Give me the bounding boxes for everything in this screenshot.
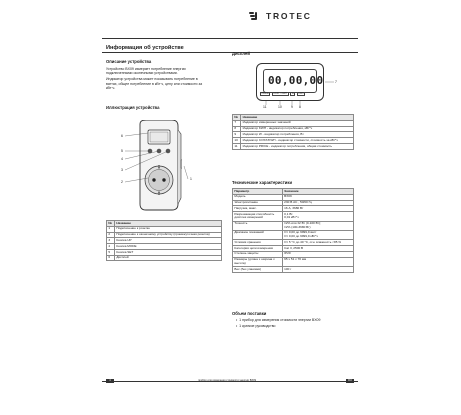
callout-label: 1 [190,177,192,181]
device-button-set [148,149,153,154]
column-header: № [107,221,115,227]
lcd-tag: COST / KWH [273,93,287,95]
table-row [233,212,354,221]
language-tag: RU [346,379,354,383]
column-header: № [233,115,241,121]
cell: Условия хранения [233,240,283,246]
scope-heading: Объем поставки [232,311,267,316]
scope-item [236,324,276,328]
cell: Модель [233,194,283,200]
cell: Индикатор KWH - индикатор потребления, кВт*ч [241,126,354,132]
cell: Кнопка MODE [114,244,221,250]
cell: 4 [107,244,115,250]
cell: BX09 [282,194,353,200]
scope-item [236,318,320,322]
cell: Индикатор PRICE - индикатор потребления, общая стоимость [241,143,354,149]
scope-item-text: 1 краткое руководство [239,324,276,328]
cell: IP20 [282,251,353,257]
bullet-icon: • [236,324,240,328]
cell: Индикатор COST/KWH - индикатор стоимости, стоимость за кВт*ч [241,138,354,144]
cell: От 0,00 до 9999,9 ватт От 0,00 до 9999,9 кВт*ч [282,230,353,239]
cell: 5 [107,249,115,255]
cell: 8 [233,126,241,132]
device-illustration [134,120,182,212]
cell: Кнопка SET [114,249,221,255]
page-number-left: 4 [106,379,114,383]
cell: 11 [233,143,241,149]
header-divider [102,38,358,39]
callout-label: 3 [121,168,123,172]
cell: Нагрузка, макс. [233,206,283,212]
cell: Подключение к оконечному устройству (промежуточная розетка) [114,232,221,238]
display-table [232,114,354,150]
cell: Подключение к розетке [114,226,221,232]
callout-label: 9 [291,105,293,109]
desc-line: ваттах, общее потребление в кВт·ч, цену или стоимости за [106,81,203,86]
callout-label: 7 [335,80,337,84]
cell: Индикатор измеренных значений [241,120,354,126]
callout-label: 2 [121,180,123,184]
desc-line: кВт·ч. [106,86,116,91]
cell: 9 [233,132,241,138]
cell: Cat II, 2500 В [282,246,353,252]
callout-label: 5 [121,149,123,153]
desc-line: Индикатор устройства может показывать потребление в [106,77,198,82]
lcd-value: 00,00,00 [268,74,324,87]
illustration-heading: Иллюстрация устройства [106,105,160,110]
callout-label: 4 [121,157,123,161]
callout-label: 6 [121,134,123,138]
lcd-diagram [256,63,324,101]
cell: Точность [233,221,283,230]
device-button-up [166,149,171,154]
footer-center: прибор для измерения стоимости энергии BX09 [198,379,257,382]
table-row [233,221,354,230]
column-header: Параметр [233,189,283,195]
cell: 6 [107,255,115,261]
desc-line: Устройство BX09 измеряет потребление энергии [106,67,186,71]
lcd-tag: PRICE [261,93,269,95]
cell: 95 х 51 х 70 мм [282,257,353,266]
desc-line: подключенными оконечными устройствами. [106,71,178,76]
cell: 2 [107,232,115,238]
brand-name: TROTEC [266,11,312,21]
column-header: Значение [282,189,353,195]
trotec-logo [249,10,312,22]
cell: 100 г [282,266,353,272]
callout-label: 8 [299,105,301,109]
manual-page [102,8,358,408]
table-row [233,266,354,272]
title-divider [102,52,358,53]
desc-heading: Описание устройства [106,59,152,64]
callout-label: 10 [278,105,282,109]
column-header: Название [114,221,221,227]
cell: 230 В AC , 50/60 Гц [282,200,353,206]
cell: 16 А, 3680 Вт [282,206,353,212]
bullet-icon: • [236,318,240,322]
lcd-tag: KWH [298,93,304,95]
cell: Кнопка UP [114,238,221,244]
cell: 1 [107,226,115,232]
cell: Вес (без упаковки) [233,266,283,272]
lcd-indicator-tags [260,92,305,96]
page-title: Информация об устройстве [106,45,184,51]
parts-table [106,220,222,261]
scope-item-text: 1 прибор для измерения стоимости энергии BX09 [239,318,321,322]
table-row [107,255,222,261]
cell: Степень защиты [233,251,283,257]
cell: Дисплей [114,255,221,261]
cell: Диапазон показаний [233,230,283,239]
cell: Электропитание [233,200,283,206]
device-button-mode [157,149,162,154]
display-heading: Дисплей [232,51,250,56]
cell: 0,1 Вт 0,01 кВт*ч [282,212,353,221]
cell: ±2% или ±2 Вт (0-100 Вт); ±2% (100-3680 Вт) [282,221,353,230]
tech-heading: Технические характеристики [232,180,293,185]
cell: 7 [233,120,241,126]
lcd-screen [263,69,324,93]
cell: Категория цепи измерения [233,246,283,252]
table-row [233,230,354,239]
cell: Разрешающая способность дисплея измерений [233,212,283,221]
tech-table [232,188,354,273]
trotec-logo-icon [249,11,263,21]
cell: 10 [233,138,241,144]
callout-label: 11 [263,105,267,109]
column-header: Название [241,115,354,121]
cell: Размеры (длина х ширина х высота) [233,257,283,266]
lcd-tag: W [291,93,294,95]
cell: От 5 °С до 40 °С, отн. влажность <85 % [282,240,353,246]
cell: 3 [107,238,115,244]
desc-paragraph [106,67,222,91]
table-row [233,143,354,149]
table-row [233,257,354,266]
cell: Индикатор W - индикатор потребления, Вт [241,132,354,138]
